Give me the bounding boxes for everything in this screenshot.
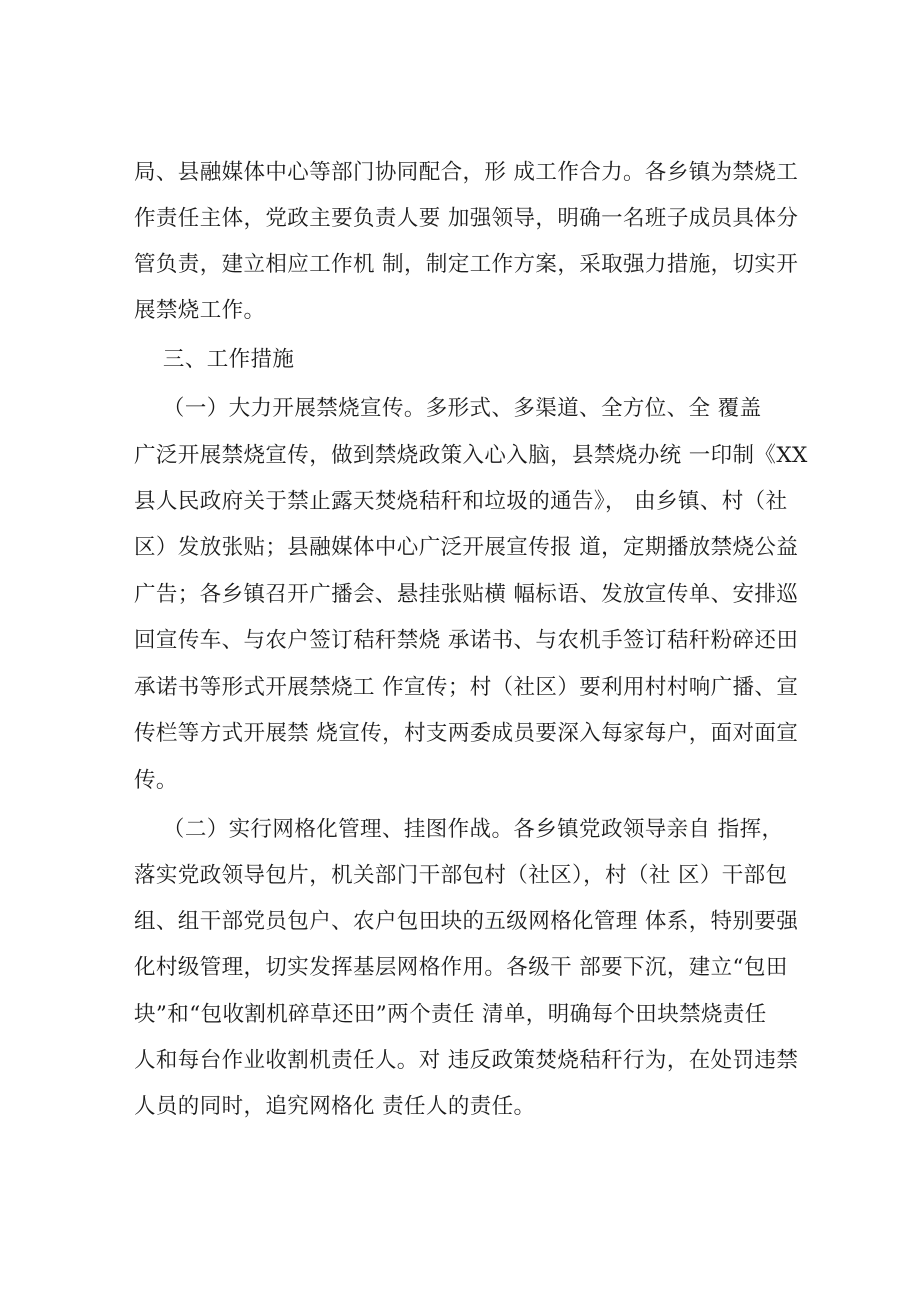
text-line: 区）发放张贴；县融媒体中心广泛开展宣传报 道，定期播放禁烧公益 [134,535,799,560]
text-line: 组、组干部党员包户、农户包田块的五级网格化管理 体系，特别要强 [134,909,799,934]
text-line: 广泛开展禁烧宣传，做到禁烧政策入心入脑，县禁烧办统 一印制《XX [134,443,808,468]
text-line: 承诺书等形式开展禁烧工 作宣传；村（社区）要利用村村响广播、宣 [134,675,799,700]
text-line: 落实党政领导包片，机关部门干部包村（社区），村（社 区）干部包 [134,863,788,888]
text-line: 作责任主体，党政主要负责人要 加强领导，明确一名班子成员具体分 [134,206,799,231]
text-line: 局、县融媒体中心等部门协同配合，形 成工作合力。各乡镇为禁烧工 [134,160,799,185]
text-line: 广告；各乡镇召开广播会、悬挂张贴横 幅标语、发放宣传单、安排巡 [134,582,799,607]
text-line: 人员的同时，追究网格化 责任人的责任。 [134,1094,536,1119]
text-line: 传栏等方式开展禁 烧宣传，村支两委成员要深入每家每户，面对面宣 [134,721,799,746]
text-line: 块”和“包收割机碎草还田”两个责任 清单，明确每个田块禁烧责任 [134,1002,767,1027]
text-line: （二）实行网格化管理、挂图作战。各乡镇党政领导亲自 指挥， [134,817,784,842]
text-line: 管负责，建立相应工作机 制，制定工作方案，采取强力措施，切实开 [134,252,799,277]
text-line: 县人民政府关于禁止露天焚烧秸秆和垃圾的通告》， 由乡镇、村（社 [134,489,788,514]
section-heading: 三、工作措施 [134,347,295,372]
text-line: 展禁烧工作。 [134,298,266,323]
text-line: 回宣传车、与农户签订秸秆禁烧 承诺书、与农机手签订秸秆粉碎还田 [134,628,799,653]
text-line: 化村级管理，切实发挥基层网格作用。各级干 部要下沉，建立“包田 [134,955,788,980]
text-line: （一）大力开展禁烧宣传。多形式、多渠道、全方位、全 覆盖 [134,396,762,421]
text-line: 传。 [134,768,178,793]
text-line: 人和每台作业收割机责任人。对 违反政策焚烧秸秆行为，在处罚违禁 [134,1048,799,1073]
